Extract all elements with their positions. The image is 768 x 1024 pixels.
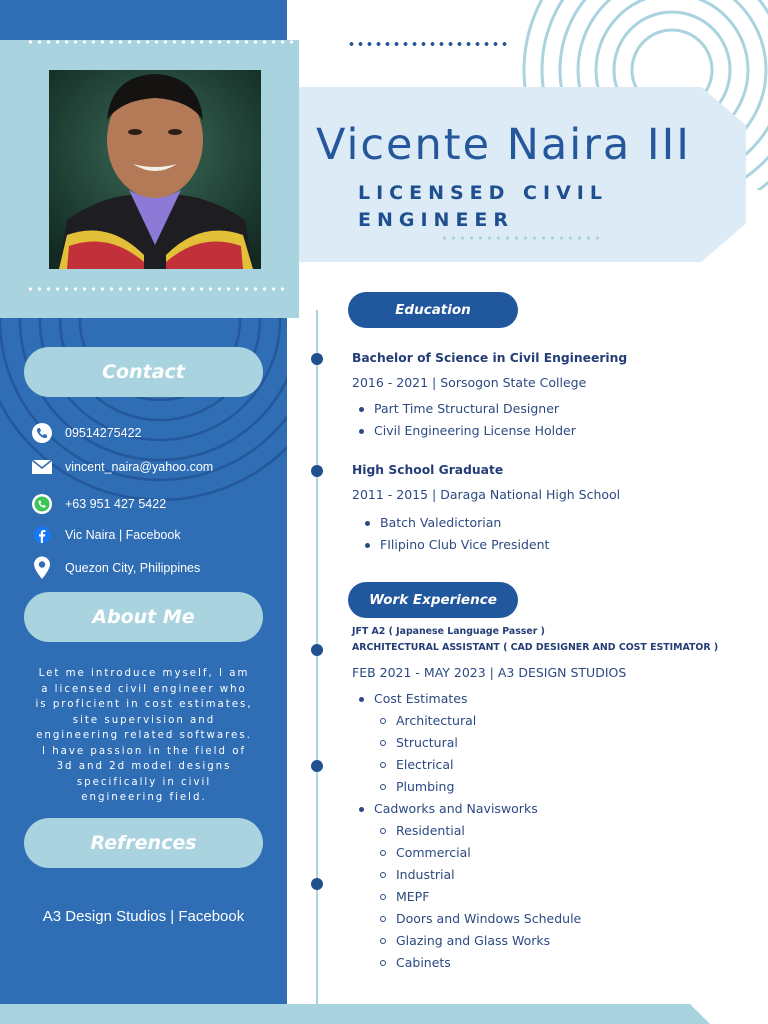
- list-item: Cost Estimates: [352, 688, 581, 710]
- contact-heading: Contact: [102, 361, 185, 383]
- location-pin-icon: [30, 556, 54, 580]
- list-item: Electrical: [352, 754, 581, 776]
- education-bullets-1: [352, 398, 576, 442]
- list-item: Cadworks and Navisworks: [352, 798, 581, 820]
- list-item: Glazing and Glass Works: [352, 930, 581, 952]
- contact-phone-text: 09514275422: [65, 426, 142, 440]
- timeline-line: [316, 310, 318, 1005]
- references-text: A3 Design Studios | Facebook: [42, 908, 245, 925]
- work-heading: Work Experience: [369, 592, 497, 608]
- list-item: Part Time Structural Designer: [352, 398, 576, 420]
- contact-location: [30, 556, 200, 580]
- list-item: Architectural: [352, 710, 581, 732]
- contact-whatsapp[interactable]: [30, 492, 166, 516]
- timeline-dot: [311, 878, 323, 890]
- facebook-icon: [30, 523, 54, 547]
- list-item: Plumbing: [352, 776, 581, 798]
- header-dotted-line: [347, 42, 511, 46]
- phone-icon: [30, 421, 54, 445]
- work-heading-pill: [348, 582, 518, 618]
- education-degree-1: Bachelor of Science in Civil Engineering: [352, 351, 628, 365]
- whatsapp-icon: [30, 492, 54, 516]
- list-item: Residential: [352, 820, 581, 842]
- contact-phone[interactable]: [30, 421, 141, 445]
- list-item: MEPF: [352, 886, 581, 908]
- education-period-1: 2016 - 2021 | Sorsogon State College: [352, 375, 587, 390]
- header-dotted-underline: [440, 236, 604, 240]
- about-heading: About Me: [92, 606, 195, 628]
- timeline-dot: [311, 353, 323, 365]
- contact-whatsapp-text: +63 951 427 5422: [65, 497, 167, 511]
- contact-facebook-text: Vic Naira | Facebook: [65, 528, 181, 542]
- work-line-2: ARCHITECTURAL ASSISTANT ( CAD DESIGNER AND COST ESTIMATOR ): [352, 642, 719, 653]
- contact-heading-pill: [24, 347, 263, 397]
- list-item: FIlipino Club Vice President: [358, 534, 549, 556]
- contact-location-text: Quezon City, Philippines: [65, 561, 201, 575]
- work-period: FEB 2021 - MAY 2023 | A3 DESIGN STUDIOS: [352, 665, 627, 680]
- contact-email-text: vincent_naira@yahoo.com: [65, 460, 214, 474]
- contact-facebook[interactable]: [30, 523, 181, 547]
- list-item: Civil Engineering License Holder: [352, 420, 576, 442]
- references-heading-pill: [24, 818, 263, 868]
- about-heading-pill: [24, 592, 263, 642]
- list-item: Batch Valedictorian: [358, 512, 549, 534]
- references-heading: Refrences: [90, 832, 197, 854]
- education-period-2: 2011 - 2015 | Daraga National High School: [352, 487, 621, 502]
- education-heading: Education: [395, 302, 471, 318]
- dotted-divider-top: [26, 40, 298, 44]
- list-item: Commercial: [352, 842, 581, 864]
- timeline-dot: [311, 760, 323, 772]
- candidate-name: Vicente Naira III: [316, 120, 691, 170]
- list-item: Structural: [352, 732, 581, 754]
- timeline-dot: [311, 465, 323, 477]
- job-title: LICENSED CIVIL ENGINEER: [358, 182, 608, 231]
- education-bullets-2: [358, 512, 549, 556]
- list-item: Industrial: [352, 864, 581, 886]
- dotted-divider-bottom: [26, 287, 288, 291]
- profile-photo: [49, 70, 261, 269]
- work-bullets: [352, 688, 581, 974]
- mail-icon: [30, 455, 54, 479]
- about-text: Let me introduce myself, I am a licensed civil engineer who is proficient in cost estimates, site supervision and engineering related softwares. I have passion in the field of 3d and 2d model designs specifically in civil engineering field.: [35, 668, 253, 803]
- list-item: Cabinets: [352, 952, 581, 974]
- contact-email[interactable]: [30, 455, 213, 479]
- education-degree-2: High School Graduate: [352, 463, 504, 477]
- education-heading-pill: [348, 292, 518, 328]
- footer-bar: [0, 1004, 768, 1024]
- timeline-dot: [311, 644, 323, 656]
- work-line-1: JFT A2 ( Japanese Language Passer ): [352, 626, 545, 637]
- list-item: Doors and Windows Schedule: [352, 908, 581, 930]
